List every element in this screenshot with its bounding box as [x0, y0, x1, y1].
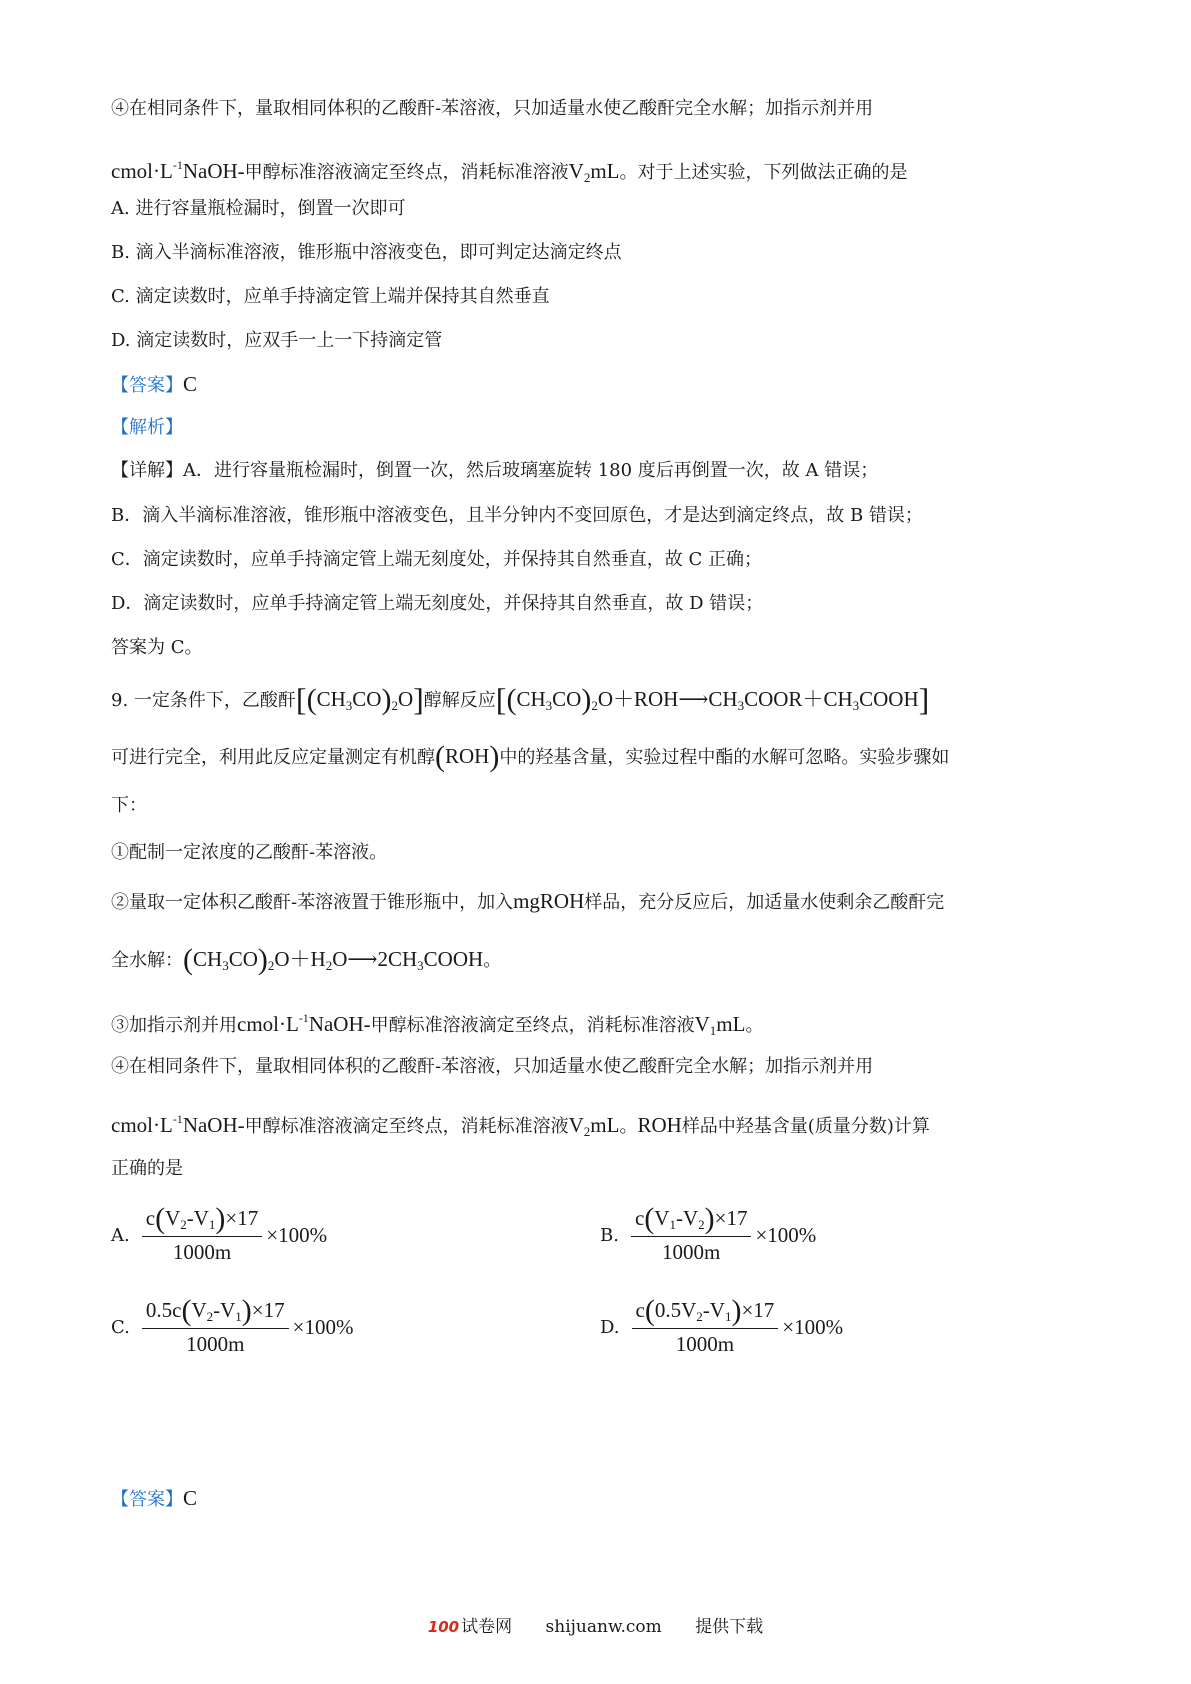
q9-line2: 可进行完全，利用此反应定量测定有机醇(ROH)中的羟基含量，实验过程中酯的水解可忽略。实验步骤如 — [111, 740, 950, 773]
site-domain[interactable]: shijuanw.com — [545, 1617, 662, 1637]
answer-tag: 【答案】 — [111, 1489, 183, 1510]
q9-option-c: C. $\frac{0.5c(V_2-V_1)\times 17}{1000m}$ ×100% — [111, 1294, 354, 1356]
detail-line-c: C．滴定读数时，应单手持滴定管上端无刻度处，并保持其自然垂直，故 C 正确； — [111, 549, 762, 570]
q9-step4-line3: 正确的是 — [111, 1158, 183, 1179]
q9-option-b: B. $\frac{c(V_1-V_2)\times 17}{1000m}$ ×100% — [600, 1202, 817, 1264]
roh-label: ROH — [445, 744, 490, 768]
prev-step4-line2: $cmol\cdot L^{-1}NaOH-$甲醇标准溶液滴定至终点，消耗标准溶液$V_2mL$。对于上述实验，下列做法正确的是 — [111, 158, 908, 185]
volume-v1: $V_1mL$ — [694, 1012, 746, 1038]
q9-line1: 9. 一定条件下，乙酸酐$[(CH_3CO)_2O]$醇解反应$[(CH_3CO)_2O+ROH⟶CH_3COOR+CH_3COOH]$ — [111, 681, 930, 717]
answer-value: C — [183, 372, 198, 396]
conc-unit: $cmol\cdot L^{-1}NaOH-$ — [237, 1011, 371, 1036]
answer-value: C — [183, 1486, 198, 1510]
fraction: $\frac{0.5c(V_2-V_1)\times 17}{1000m}$ — [142, 1298, 289, 1357]
q9-number: 9. — [111, 690, 129, 711]
page-footer — [0, 1612, 1191, 1637]
conc-unit: $cmol\cdot L^{-1}NaOH-$ — [111, 158, 245, 183]
formula-hydrolysis: $(CH_3CO)_2O+H_2O⟶2CH_3COOH$ — [183, 943, 484, 976]
q9-line3: 下： — [111, 795, 147, 816]
detail-conclusion: 答案为 C。 — [111, 637, 203, 658]
answer-tag: 【答案】 — [111, 375, 183, 396]
download-label: 提供下载 — [695, 1617, 764, 1637]
conc-unit: $cmol\cdot L^{-1}NaOH-$ — [111, 1112, 245, 1137]
q9-answer — [111, 1485, 197, 1513]
prev-option-c: C. 滴定读数时，应单手持滴定管上端并保持其自然垂直 — [111, 286, 550, 307]
prev-option-a: A. 进行容量瓶检漏时，倒置一次即可 — [111, 198, 406, 219]
detail-line-a: 【详解】A．进行容量瓶检漏时，倒置一次，然后玻璃塞旋转 180 度后再倒置一次，故 A 错误； — [111, 460, 879, 481]
site-name: 试卷网 — [461, 1617, 513, 1637]
detail-line-d: D．滴定读数时，应单手持滴定管上端无刻度处，并保持其自然垂直，故 D 错误； — [111, 593, 764, 614]
q9-step1: ①配制一定浓度的乙酸酐-苯溶液。 — [111, 842, 388, 863]
site-logo: 100 — [427, 1618, 460, 1636]
q9-step2-line2: 全水解：$(CH_3CO)_2O+H_2O⟶2CH_3COOH$。 — [111, 943, 502, 976]
volume-v2: $V_2mL$ — [568, 159, 620, 185]
formula-acetic-anhydride: $[(CH_3CO)_2O]$ — [295, 681, 424, 717]
q9-step4-line2: $cmol\cdot L^{-1}NaOH-$甲醇标准溶液滴定至终点，消耗标准溶液$V_2mL$。ROH样品中羟基含量(质量分数)计算 — [111, 1112, 930, 1139]
prev-option-b: B. 滴入半滴标准溶液，锥形瓶中溶液变色，即可判定达滴定终点 — [111, 242, 622, 263]
prev-analysis-tag: 【解析】 — [111, 417, 183, 438]
q9-step3: ③加指示剂并用$cmol\cdot L^{-1}NaOH-$甲醇标准溶液滴定至终点，消耗标准溶液$V_1mL$。 — [111, 1011, 764, 1038]
prev-option-d: D. 滴定读数时，应双手一上一下持滴定管 — [111, 330, 443, 351]
volume-v2: $V_2mL$ — [568, 1113, 620, 1139]
q9-option-a: A. $\frac{c(V_2-V_1)\times 17}{1000m}$ ×100% — [111, 1202, 328, 1264]
fraction: $\frac{c(V_1-V_2)\times 17}{1000m}$ — [631, 1206, 752, 1265]
prev-step4-line1: ④在相同条件下，量取相同体积的乙酸酐-苯溶液，只加适量水使乙酸酐完全水解；加指示剂并用 — [111, 98, 874, 119]
prev-answer — [111, 371, 197, 399]
q9-step2-line1: ②量取一定体积乙酸酐-苯溶液置于锥形瓶中，加入mgROH样品，充分反应后，加适量水使剩余乙酸酐完 — [111, 889, 945, 913]
q9-step4-line1: ④在相同条件下，量取相同体积的乙酸酐-苯溶液，只加适量水使乙酸酐完全水解；加指示剂并用 — [111, 1056, 874, 1077]
q9-option-d: D. $\frac{c(0.5V_2-V_1)\times 17}{1000m}$ ×100% — [600, 1294, 844, 1356]
fraction: $\frac{c(0.5V_2-V_1)\times 17}{1000m}$ — [632, 1298, 779, 1357]
fraction: $\frac{c(V_2-V_1)\times 17}{1000m}$ — [142, 1206, 263, 1265]
detail-line-b: B．滴入半滴标准溶液，锥形瓶中溶液变色，且半分钟内不变回原色，才是达到滴定终点，故 B 错误； — [111, 505, 923, 526]
formula-reaction: $[(CH_3CO)_2O+ROH⟶CH_3COOR+CH_3COOH]$ — [495, 681, 930, 717]
